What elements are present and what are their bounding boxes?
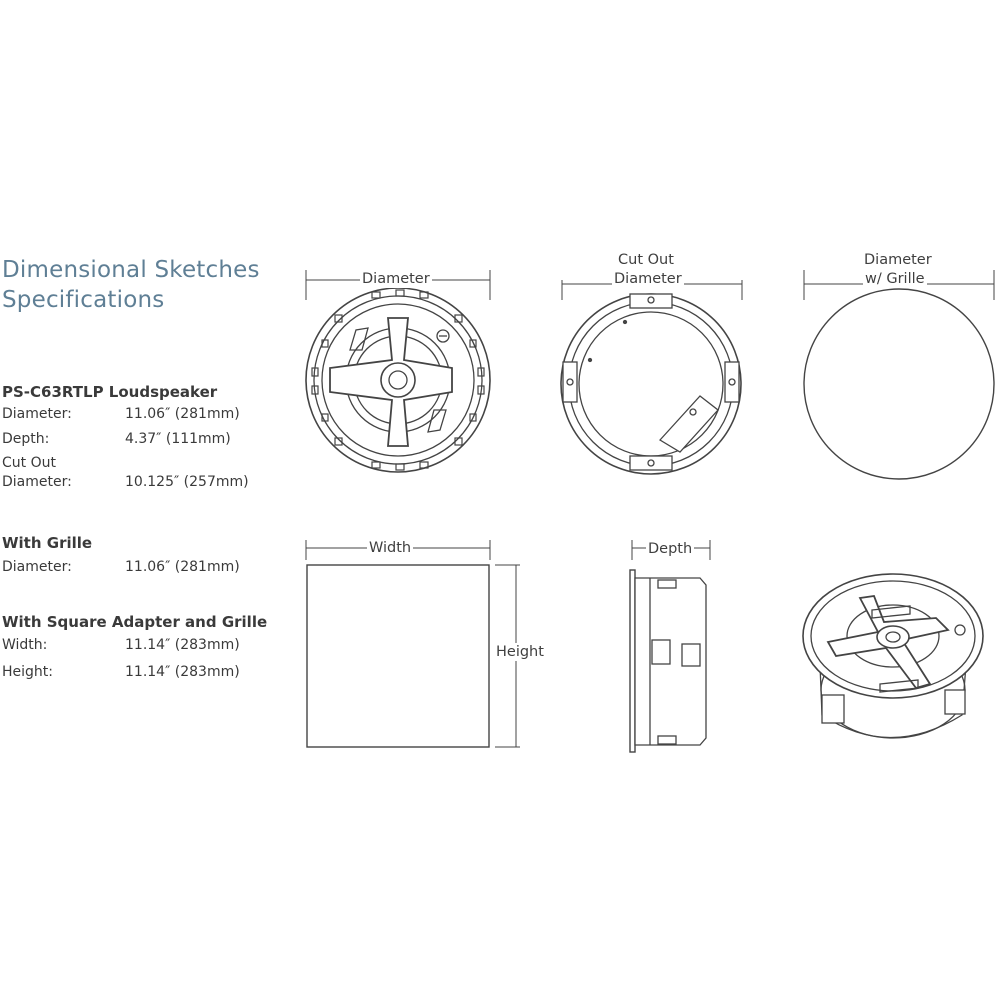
spec-label: Diameter: — [2, 474, 72, 490]
speaker-perspective-drawing — [803, 574, 983, 738]
speaker-front-drawing — [306, 270, 490, 472]
spec-value: 11.06″ (281mm) — [125, 406, 240, 422]
spec-value: 4.37″ (111mm) — [125, 431, 231, 447]
spec-value: 11.14″ (283mm) — [125, 637, 240, 653]
heading-specifications: Specifications — [2, 287, 165, 313]
grille-title: With Grille — [2, 534, 93, 552]
product-title: PS-C63RTLP Loudspeaker — [2, 383, 218, 401]
heading-dimensional-sketches: Dimensional Sketches — [2, 257, 260, 283]
spec-value: 10.125″ (257mm) — [125, 474, 249, 490]
front-diameter-label: Diameter — [362, 271, 430, 287]
grille-label-line1: Diameter — [864, 252, 932, 268]
height-label: Height — [496, 644, 544, 660]
spec-label: Cut Out — [2, 455, 56, 471]
grille-label-line2: w/ Grille — [865, 271, 925, 287]
grille-drawing — [804, 270, 994, 479]
speaker-back-drawing — [561, 280, 742, 474]
spec-label: Diameter: — [2, 559, 72, 575]
spec-label: Depth: — [2, 431, 50, 447]
speaker-side-drawing — [630, 540, 710, 752]
square-title: With Square Adapter and Grille — [2, 613, 268, 631]
spec-value: 11.06″ (281mm) — [125, 559, 240, 575]
spec-value: 11.14″ (283mm) — [125, 664, 240, 680]
spec-label: Width: — [2, 637, 48, 653]
cutout-label-line1: Cut Out — [618, 252, 674, 268]
width-label: Width — [369, 540, 412, 556]
cutout-label-line2: Diameter — [614, 271, 682, 287]
square-adapter-drawing — [306, 540, 520, 747]
depth-label: Depth — [648, 541, 693, 557]
spec-label: Diameter: — [2, 406, 72, 422]
spec-label: Height: — [2, 664, 53, 680]
